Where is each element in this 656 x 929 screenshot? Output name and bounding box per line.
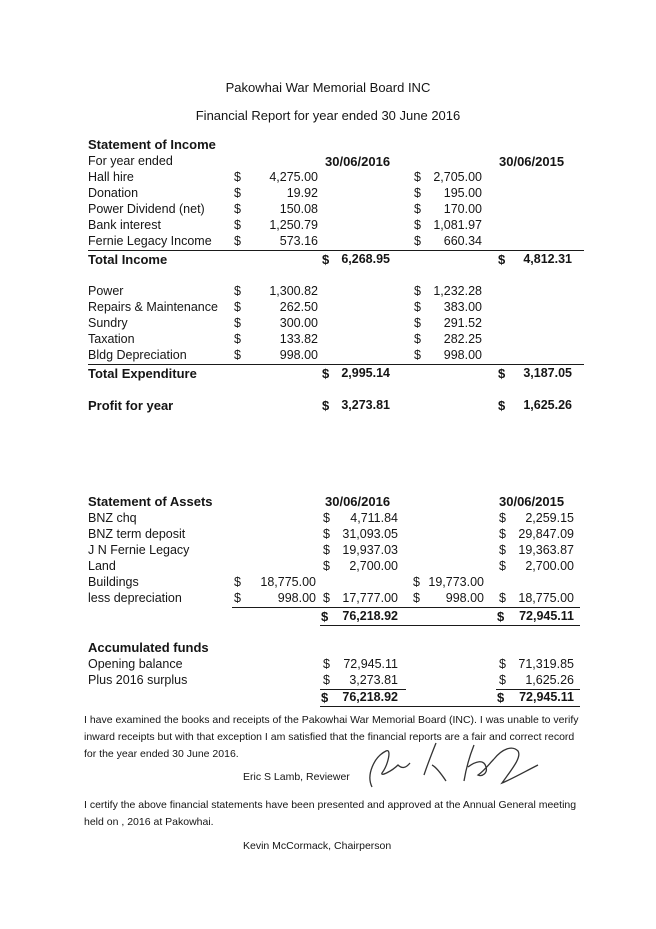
row-label: Bank interest <box>88 218 161 232</box>
currency-symbol: $ <box>323 559 330 573</box>
value-2016: 1,300.82 <box>269 284 318 298</box>
row-label: Fernie Legacy Income <box>88 234 212 248</box>
currency-symbol: $ <box>234 300 241 314</box>
total-income-2016: 6,268.95 <box>341 252 390 266</box>
section-rule <box>88 364 584 365</box>
row-label: Opening balance <box>88 657 183 671</box>
buildings-2015: 19,773.00 <box>428 575 484 589</box>
currency-symbol: $ <box>497 690 505 705</box>
value-2016: 31,093.05 <box>342 527 398 541</box>
reviewer-name: Eric S Lamb, Reviewer <box>243 771 350 783</box>
row-label: Power <box>88 284 124 298</box>
review-statement: I have examined the books and receipts of the Pakowhai War Memorial Board (INC). I was unable to verify inward receipts but with that exception I am satisfied that the financial reports are a fair and correct record for the year ended 30 June 2016. <box>84 714 579 760</box>
currency-symbol: $ <box>414 218 421 232</box>
value-2016: 1,250.79 <box>269 218 318 232</box>
value-2016: 300.00 <box>279 316 318 330</box>
reviewer-signature <box>352 735 552 793</box>
row-label: Repairs & Maintenance <box>88 300 218 314</box>
assets-total-2016: 76,218.92 <box>342 609 398 623</box>
currency-symbol: $ <box>414 234 421 248</box>
currency-symbol: $ <box>234 591 241 605</box>
value-2015: 282.25 <box>443 332 482 346</box>
assets-total-2015: 72,945.11 <box>519 609 574 623</box>
profit-2016: 3,273.81 <box>341 398 390 412</box>
depreciation-2015: 998.00 <box>445 591 484 605</box>
row-label: Sundry <box>88 316 128 330</box>
currency-symbol: $ <box>499 511 506 525</box>
row-label: BNZ chq <box>88 511 137 525</box>
period-label: For year ended <box>88 154 173 168</box>
profit-2015: 1,625.26 <box>523 398 572 412</box>
value-2015: 998.00 <box>443 348 482 362</box>
currency-symbol: $ <box>234 316 241 330</box>
currency-symbol: $ <box>414 186 421 200</box>
value-2015: 660.34 <box>443 234 482 248</box>
total-expenditure-2015: 3,187.05 <box>523 366 572 380</box>
currency-symbol: $ <box>497 609 505 624</box>
currency-symbol: $ <box>499 673 506 687</box>
value-2015: 19,363.87 <box>518 543 574 557</box>
currency-symbol: $ <box>234 234 241 248</box>
currency-symbol: $ <box>499 657 506 671</box>
currency-symbol: $ <box>234 332 241 346</box>
currency-symbol: $ <box>499 591 506 605</box>
org-title: Pakowhai War Memorial Board INC <box>225 80 431 95</box>
value-2015: 195.00 <box>443 186 482 200</box>
income-heading: Statement of Income <box>88 137 216 152</box>
income-col-2016: 30/06/2016 <box>325 154 391 169</box>
value-2016: 2,700.00 <box>349 559 398 573</box>
currency-symbol: $ <box>321 690 329 705</box>
row-label: Buildings <box>88 575 139 589</box>
currency-symbol: $ <box>323 511 330 525</box>
currency-symbol: $ <box>414 284 421 298</box>
value-2015: 291.52 <box>443 316 482 330</box>
currency-symbol: $ <box>323 543 330 557</box>
assets-col-2015: 30/06/2015 <box>499 494 565 509</box>
value-2016: 4,711.84 <box>350 511 398 525</box>
currency-symbol: $ <box>414 316 421 330</box>
assets-col-2016: 30/06/2016 <box>325 494 391 509</box>
currency-symbol: $ <box>322 366 330 381</box>
funds-heading: Accumulated funds <box>88 640 209 655</box>
row-label: Donation <box>88 186 139 200</box>
currency-symbol: $ <box>413 591 420 605</box>
value-2016: 133.82 <box>279 332 318 346</box>
value-2015: 29,847.09 <box>518 527 574 541</box>
currency-symbol: $ <box>414 332 421 346</box>
value-2016: 72,945.11 <box>343 657 398 671</box>
currency-symbol: $ <box>234 170 241 184</box>
currency-symbol: $ <box>414 170 421 184</box>
total-income-2015: 4,812.31 <box>523 252 572 266</box>
currency-symbol: $ <box>499 543 506 557</box>
currency-symbol: $ <box>234 284 241 298</box>
total-expenditure-label: Total Expenditure <box>88 366 197 381</box>
profit-label: Profit for year <box>88 398 174 413</box>
assets-heading: Statement of Assets <box>88 494 213 509</box>
value-2015: 2,259.15 <box>525 511 574 525</box>
currency-symbol: $ <box>234 202 241 216</box>
currency-symbol: $ <box>234 348 241 362</box>
value-2016: 19.92 <box>286 186 318 200</box>
net-buildings-2015: 18,775.00 <box>518 591 574 605</box>
currency-symbol: $ <box>413 575 420 589</box>
total-expenditure-2016: 2,995.14 <box>341 366 390 380</box>
row-label: Hall hire <box>88 170 134 184</box>
value-2015: 170.00 <box>443 202 482 216</box>
assets-total-rule <box>320 625 580 626</box>
row-label: Bldg Depreciation <box>88 348 187 362</box>
currency-symbol: $ <box>498 366 506 381</box>
value-2016: 998.00 <box>279 348 318 362</box>
net-buildings-2016: 17,777.00 <box>342 591 398 605</box>
row-label: Taxation <box>88 332 135 346</box>
value-2016: 262.50 <box>279 300 318 314</box>
currency-symbol: $ <box>323 673 330 687</box>
funds-total-2015: 72,945.11 <box>519 690 574 704</box>
currency-symbol: $ <box>322 252 330 267</box>
row-label: less depreciation <box>88 591 182 605</box>
currency-symbol: $ <box>414 202 421 216</box>
currency-symbol: $ <box>234 186 241 200</box>
value-2016: 19,937.03 <box>342 543 398 557</box>
value-2015: 1,081.97 <box>433 218 482 232</box>
row-label: Power Dividend (net) <box>88 202 205 216</box>
value-2016: 3,273.81 <box>349 673 398 687</box>
total-income-label: Total Income <box>88 252 168 267</box>
value-2016: 150.08 <box>279 202 318 216</box>
value-2015: 2,705.00 <box>433 170 482 184</box>
currency-symbol: $ <box>414 348 421 362</box>
depreciation-2016: 998.00 <box>277 591 316 605</box>
currency-symbol: $ <box>414 300 421 314</box>
currency-symbol: $ <box>498 398 506 413</box>
value-2015: 1,232.28 <box>433 284 482 298</box>
section-rule <box>88 250 584 251</box>
row-label: Plus 2016 surplus <box>88 673 188 687</box>
currency-symbol: $ <box>321 609 329 624</box>
row-label: Land <box>88 559 116 573</box>
assets-subtotal-rule <box>232 607 580 608</box>
funds-total-2016: 76,218.92 <box>342 690 398 704</box>
income-col-2015: 30/06/2015 <box>499 154 565 169</box>
currency-symbol: $ <box>322 398 330 413</box>
currency-symbol: $ <box>234 575 241 589</box>
value-2015: 1,625.26 <box>525 673 574 687</box>
chairperson-name: Kevin McCormack, Chairperson <box>243 840 392 852</box>
currency-symbol: $ <box>499 527 506 541</box>
value-2016: 573.16 <box>279 234 318 248</box>
currency-symbol: $ <box>499 559 506 573</box>
value-2015: 383.00 <box>443 300 482 314</box>
buildings-2016: 18,775.00 <box>260 575 316 589</box>
row-label: BNZ term deposit <box>88 527 186 541</box>
row-label: J N Fernie Legacy <box>88 543 190 557</box>
certification-statement: I certify the above financial statements have been presented and approved at the Annual General meeting held on , 2016 at Pakowhai. <box>84 799 577 828</box>
currency-symbol: $ <box>323 591 330 605</box>
value-2015: 2,700.00 <box>525 559 574 573</box>
currency-symbol: $ <box>234 218 241 232</box>
value-2016: 4,275.00 <box>269 170 318 184</box>
funds-total-rule <box>320 706 580 707</box>
value-2015: 71,319.85 <box>518 657 574 671</box>
currency-symbol: $ <box>498 252 506 267</box>
currency-symbol: $ <box>323 657 330 671</box>
report-title: Financial Report for year ended 30 June 2016 <box>195 108 461 123</box>
currency-symbol: $ <box>323 527 330 541</box>
